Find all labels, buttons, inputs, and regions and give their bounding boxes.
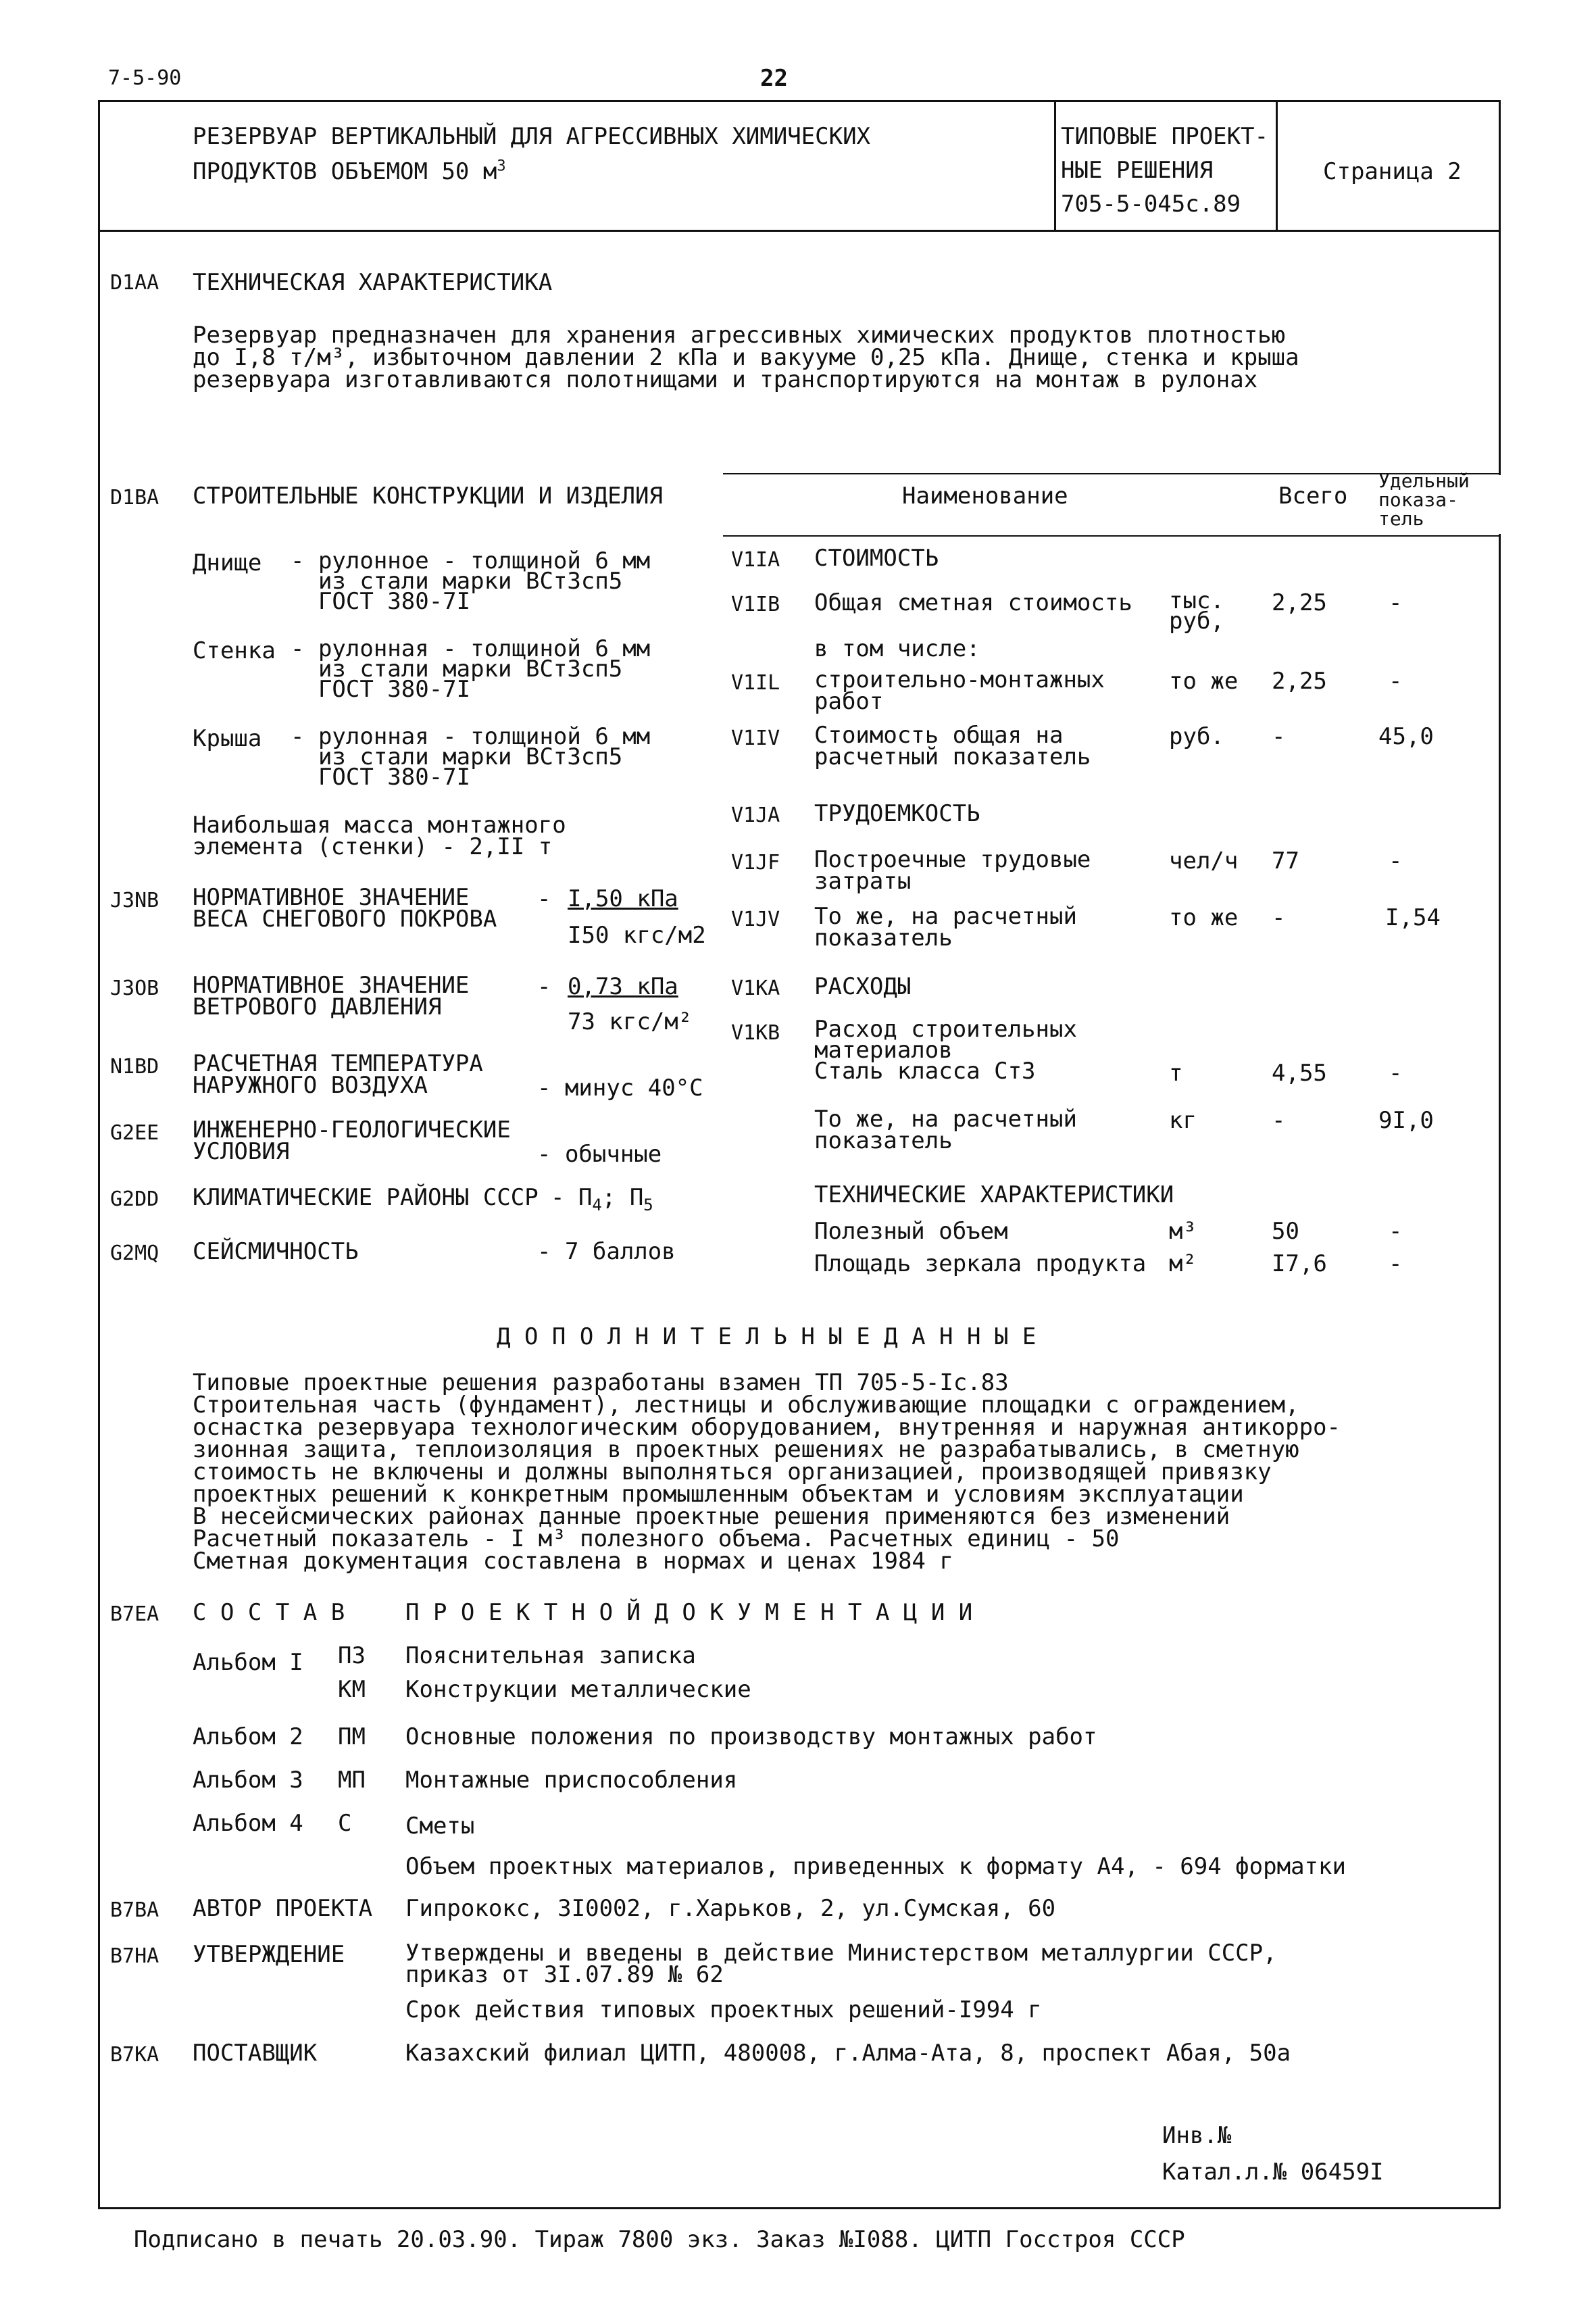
section-code: B7EA	[110, 1602, 159, 1626]
album-label: Альбом 2	[193, 1723, 303, 1750]
composition-heading-right: П Р О Е К Т Н О Й Д О К У М Е Н Т А Ц И И	[405, 1599, 973, 1626]
section-code: B7HA	[110, 1944, 159, 1968]
row-name: ТЕХНИЧЕСКИЕ ХАРАКТЕРИСТИКИ	[814, 1181, 1174, 1208]
param-label: РАСЧЕТНАЯ ТЕМПЕРАТУРА НАРУЖНОГО ВОЗДУХА	[193, 1050, 483, 1099]
row-code: V1JV	[731, 908, 780, 931]
row-specific: 45,0	[1378, 723, 1434, 750]
row-unit: руб.	[1169, 723, 1224, 750]
row-name: Построечные трудовые затраты	[814, 846, 1091, 895]
validity-text: Срок действия типовых проектных решений-I994 г	[405, 1996, 1042, 2023]
row-unit: то же	[1169, 904, 1239, 931]
row-name: в том числе:	[814, 635, 980, 662]
catalog-number: Катал.л.№ 06459I	[1162, 2159, 1384, 2186]
section-code: D1BA	[110, 486, 159, 510]
row-name: СТОИМОСТЬ	[814, 545, 939, 572]
param-value: I,50 кПа	[568, 885, 678, 912]
header-divider-2	[1276, 100, 1278, 231]
param-code: J3NB	[110, 889, 159, 912]
param-value: - 7 баллов	[537, 1238, 676, 1265]
row-total: 77	[1272, 847, 1299, 875]
param-value: - $П_4$; $П_5$	[551, 1184, 653, 1214]
row-unit: чел/ч	[1169, 847, 1239, 875]
page-label: Страница 2	[1323, 158, 1462, 185]
additional-text: Типовые проектные решения разработаны взамен ТП 705-5-Iс.83 Строительная часть (фундамент), лестницы и обслуживающие площадки с ограждением, оснастка резервуара технологическим оборудованием, внутренняя и наружная антикорро- зионная защита, теплоизоляция в проектных решениях не разрабатывались, в сметную стоимость не включены и должны выполняться организацией, производящей привязку проектных решений к конкретным промышленным объектам и условиям эксплуатации В несейсмических районах данные проектные решения применяются без изменений Расчетный показатель - I м³ полезного объема. Расчетных единиц - 50 Сметная документация составлена в нормах и ценах 1984 г	[193, 1369, 1341, 1575]
row-unit: кг	[1169, 1107, 1197, 1134]
row-code: V1JF	[731, 851, 780, 875]
row-specific: I,54	[1385, 904, 1441, 931]
param-dash: -	[537, 973, 551, 1000]
row-name: строительно-монтажных работ	[814, 666, 1105, 715]
frame-right-lower	[1499, 534, 1501, 2209]
table-header-total: Всего	[1278, 483, 1348, 510]
param-value: 73 кгс/м²	[568, 1008, 693, 1035]
header-divider-1	[1054, 100, 1056, 231]
row-code: V1IB	[731, 593, 780, 616]
row-name: То же, на расчетный показатель	[814, 903, 1077, 952]
param-value: - обычные	[537, 1141, 662, 1168]
section-code: B7KA	[110, 2043, 159, 2067]
row-name: ТРУДОЕМКОСТЬ	[814, 800, 980, 827]
author-label: АВТОР ПРОЕКТА	[193, 1895, 373, 1922]
row-specific: -	[1389, 847, 1403, 875]
row-code: V1IL	[731, 671, 780, 695]
row-name: РАСХОДЫ	[814, 973, 912, 1000]
approval-text: Утверждены и введены в действие Министерством металлургии СССР, приказ от 3I.07.89 № 62	[405, 1940, 1277, 1988]
row-total: 50	[1272, 1218, 1299, 1245]
row-specific: -	[1389, 589, 1403, 616]
album-label: Альбом 3	[193, 1767, 303, 1794]
series-line2: НЫЕ РЕШЕНИЯ	[1061, 157, 1214, 184]
param-code: N1BD	[110, 1055, 159, 1079]
row-unit: м³	[1169, 1218, 1197, 1245]
album-mark: МП	[338, 1767, 366, 1794]
approval-label: УТВЕРЖДЕНИЕ	[193, 1941, 345, 1968]
row-total: -	[1272, 723, 1286, 750]
volume-text: Объем проектных материалов, приведенных к формату А4, - 694 форматки	[405, 1853, 1346, 1880]
album-label: Альбом 4	[193, 1810, 303, 1837]
param-dash: -	[537, 885, 551, 912]
document-code: 7-5-90	[108, 66, 182, 90]
row-name: То же, на расчетный показатель	[814, 1106, 1077, 1154]
album-mark: С	[338, 1810, 352, 1837]
construction-name: Крыша	[193, 725, 262, 752]
header-bottom-rule	[98, 230, 1500, 232]
row-code: V1KA	[731, 977, 780, 1000]
section-code: D1AA	[110, 271, 159, 295]
param-value: I50 кгс/м2	[568, 922, 706, 949]
section-code: B7BA	[110, 1898, 159, 1922]
row-unit: тыс. руб,	[1169, 587, 1224, 635]
row-total: -	[1272, 904, 1286, 931]
row-specific: -	[1389, 1250, 1403, 1277]
row-specific: 9I,0	[1378, 1107, 1434, 1134]
row-code: V1KB	[731, 1021, 780, 1045]
param-label: ИНЖЕНЕРНО-ГЕОЛОГИЧЕСКИЕ УСЛОВИЯ	[193, 1116, 511, 1165]
param-value: 0,73 кПа	[568, 973, 678, 1000]
param-code: J3OB	[110, 977, 159, 1000]
tech-description: Резервуар предназначен для хранения агрессивных химических продуктов плотностью до I,8 т/м³, избыточном давлении 2 кПа и вакууме 0,25 кПа. Днище, стенка и крыша резервуара изготавливаются полотнищами и транспортируются на монтаж в рулонах	[193, 322, 1299, 393]
document-title-line2: ПРОДУКТОВ ОБЪЕМОМ 50 $м^3$	[193, 157, 506, 185]
frame-bottom	[98, 2207, 1500, 2209]
row-name: Площадь зеркала продукта	[814, 1250, 1147, 1277]
album-title: Сметы	[405, 1813, 475, 1840]
additional-heading: Д О П О Л Н И Т Е Л Ь Н Ы Е Д А Н Н Ы Е	[497, 1323, 1037, 1350]
document-title-line1: РЕЗЕРВУАР ВЕРТИКАЛЬНЫЙ ДЛЯ АГРЕССИВНЫХ ХИМИЧЕСКИХ	[193, 123, 871, 150]
construction-name: Стенка	[193, 637, 276, 664]
section-heading: ТЕХНИЧЕСКАЯ ХАРАКТЕРИСТИКА	[193, 269, 553, 296]
param-label: НОРМАТИВНОЕ ЗНАЧЕНИЕ ВЕТРОВОГО ДАВЛЕНИЯ	[193, 972, 470, 1020]
row-code: V1IA	[731, 548, 780, 572]
page-number: 22	[760, 65, 788, 92]
section-heading: СТРОИТЕЛЬНЫЕ КОНСТРУКЦИИ И ИЗДЕЛИЯ	[193, 483, 663, 510]
param-label: НОРМАТИВНОЕ ЗНАЧЕНИЕ ВЕСА СНЕГОВОГО ПОКРОВА	[193, 884, 497, 933]
series-line1: ТИПОВЫЕ ПРОЕКТ-	[1061, 123, 1269, 150]
composition-heading-left: С О С Т А В	[193, 1599, 345, 1626]
row-name: Расход строительных материалов Сталь класса Ст3	[814, 1016, 1077, 1085]
param-value: - минус 40°С	[537, 1075, 703, 1102]
param-code: G2EE	[110, 1121, 159, 1145]
album-mark: ПМ	[338, 1723, 366, 1750]
supplier-text: Казахский филиал ЦИТП, 480008, г.Алма-Ата, 8, проспект Абая, 50а	[405, 2040, 1291, 2067]
album-title: Пояснительная записка	[405, 1642, 696, 1669]
row-specific: -	[1389, 1060, 1403, 1087]
param-code: G2MQ	[110, 1241, 159, 1265]
row-code: V1IV	[731, 727, 780, 750]
row-total: I7,6	[1272, 1250, 1327, 1277]
frame-right-upper	[1499, 100, 1501, 475]
album-label: Альбом I	[193, 1649, 303, 1676]
row-name: Стоимость общая на расчетный показатель	[814, 722, 1091, 770]
row-total: 4,55	[1272, 1060, 1327, 1087]
row-name: Общая сметная стоимость	[814, 589, 1132, 616]
row-unit: м²	[1169, 1250, 1197, 1277]
album-mark: ПЗ	[338, 1642, 366, 1669]
mass-text: Наибольшая масса монтажного элемента (стенки) - 2,II т	[193, 812, 566, 860]
row-code: V1JA	[731, 804, 780, 827]
row-total: 2,25	[1272, 589, 1327, 616]
table-header-name: Наименование	[902, 483, 1068, 510]
album-title: Основные положения по производству монтажных работ	[405, 1723, 1097, 1750]
table-header-rule	[723, 535, 1500, 537]
param-label: СЕЙСМИЧНОСТЬ	[193, 1238, 359, 1265]
row-unit: т	[1169, 1060, 1183, 1087]
album-title: Конструкции металлические	[405, 1676, 751, 1703]
table-header-specific: Удельный показа- тель	[1378, 470, 1470, 530]
row-name: Полезный объем	[814, 1218, 1008, 1245]
param-label: КЛИМАТИЧЕСКИЕ РАЙОНЫ СССР	[193, 1184, 539, 1211]
row-unit: то же	[1169, 668, 1239, 695]
frame-left	[98, 100, 100, 2209]
row-specific: -	[1389, 1218, 1403, 1245]
construction-text: - рулонная - толщиной 6 мм из стали марки ВСт3сп5 ГОСТ 380-7I	[291, 723, 651, 791]
construction-text: - рулонное - толщиной 6 мм из стали марки ВСт3сп5 ГОСТ 380-7I	[291, 547, 651, 615]
param-code: G2DD	[110, 1187, 159, 1211]
series-line3: 705-5-045с.89	[1061, 191, 1241, 218]
inventory-number: Инв.№	[1162, 2122, 1232, 2149]
frame-top	[98, 100, 1500, 102]
print-footer: Подписано в печать 20.03.90. Тираж 7800 экз. Заказ №I088. ЦИТП Госстроя СССР	[134, 2226, 1185, 2253]
row-specific: -	[1389, 668, 1403, 695]
supplier-label: ПОСТАВЩИК	[193, 2040, 318, 2067]
construction-text: - рулонная - толщиной 6 мм из стали марки ВСт3сп5 ГОСТ 380-7I	[291, 635, 651, 703]
row-total: -	[1272, 1107, 1286, 1134]
construction-name: Днище	[193, 549, 262, 576]
row-total: 2,25	[1272, 668, 1327, 695]
album-title: Монтажные приспособления	[405, 1767, 738, 1794]
author-text: Гипрококс, 3I0002, г.Харьков, 2, ул.Сумская, 60	[405, 1895, 1056, 1922]
album-mark: КМ	[338, 1676, 366, 1703]
